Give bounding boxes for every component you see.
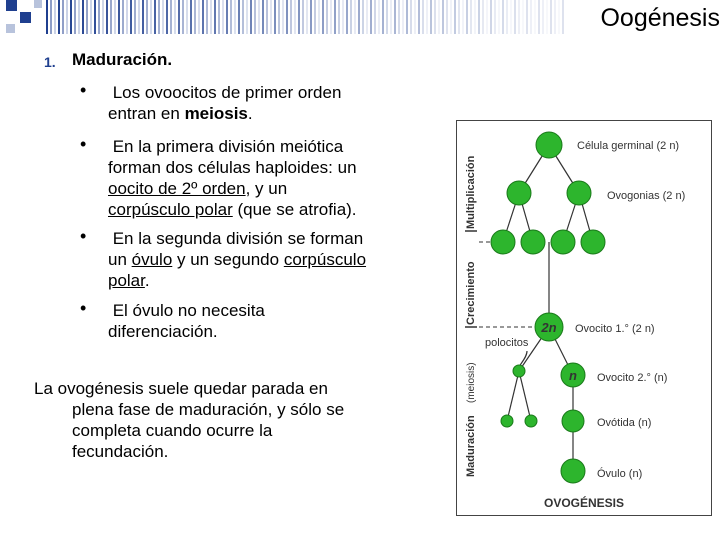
text-run: (que se atrofia). bbox=[232, 200, 357, 219]
decor-stripe bbox=[214, 0, 216, 34]
bullet-item-1 bbox=[108, 82, 428, 124]
bullet-line: diferenciación. bbox=[108, 322, 218, 341]
top-decorative-band bbox=[0, 0, 728, 34]
decor-stripe bbox=[262, 0, 264, 34]
decor-stripe bbox=[558, 0, 560, 34]
decor-stripe bbox=[478, 0, 480, 34]
summary-paragraph bbox=[34, 378, 414, 462]
decor-stripe bbox=[334, 0, 336, 34]
decor-stripe bbox=[222, 0, 224, 34]
decor-stripe bbox=[542, 0, 544, 34]
decor-square bbox=[6, 24, 15, 33]
decor-stripe bbox=[518, 0, 520, 34]
decor-stripe bbox=[390, 0, 392, 34]
decor-square bbox=[20, 12, 31, 23]
decor-stripe bbox=[90, 0, 92, 34]
decor-square bbox=[6, 0, 17, 11]
paragraph-line: plena fase de maduración, y sólo se bbox=[72, 400, 345, 419]
decor-stripe bbox=[306, 0, 308, 34]
decor-stripe bbox=[170, 0, 172, 34]
decor-stripe bbox=[486, 0, 488, 34]
decor-stripe bbox=[194, 0, 196, 34]
decor-stripe bbox=[290, 0, 292, 34]
decor-stripe bbox=[130, 0, 132, 34]
phase-label-maturation-note: (meiosis) bbox=[466, 362, 477, 403]
decor-stripe bbox=[62, 0, 64, 34]
decor-stripe bbox=[370, 0, 372, 34]
cell-ovulo bbox=[561, 459, 585, 483]
decor-stripe bbox=[182, 0, 184, 34]
cells bbox=[491, 132, 605, 483]
section-heading bbox=[72, 50, 172, 70]
cell-germinal bbox=[536, 132, 562, 158]
label-germinal: Célula germinal (2 n) bbox=[577, 140, 680, 152]
decor-stripe bbox=[434, 0, 436, 34]
bullet-line: El óvulo no necesita bbox=[108, 301, 265, 320]
decor-stripe bbox=[346, 0, 348, 34]
decor-stripe bbox=[450, 0, 452, 34]
decor-stripe bbox=[502, 0, 504, 34]
bullet-glyph: • bbox=[80, 226, 87, 246]
decor-stripe bbox=[70, 0, 72, 34]
cell-ovogonia bbox=[507, 181, 531, 205]
oogenesis-diagram bbox=[456, 120, 712, 516]
decor-stripe bbox=[134, 0, 136, 34]
decor-stripe bbox=[282, 0, 284, 34]
decor-stripe bbox=[162, 0, 164, 34]
decor-stripe bbox=[186, 0, 188, 34]
decor-stripe bbox=[354, 0, 356, 34]
decor-stripe bbox=[482, 0, 484, 34]
text-run-underlined: oocito de 2º orden bbox=[108, 179, 246, 198]
bullet-item-4 bbox=[108, 300, 428, 342]
decor-stripe bbox=[250, 0, 252, 34]
decor-stripe bbox=[298, 0, 300, 34]
diagram-svg bbox=[457, 121, 711, 515]
decor-stripe bbox=[342, 0, 344, 34]
label-ovulo: Óvulo (n) bbox=[597, 468, 643, 480]
decor-stripe bbox=[274, 0, 276, 34]
decor-stripe bbox=[254, 0, 256, 34]
decor-stripe bbox=[294, 0, 296, 34]
decor-stripe bbox=[438, 0, 440, 34]
cell-ovogonia bbox=[581, 230, 605, 254]
decor-stripe bbox=[350, 0, 352, 34]
decor-stripe bbox=[206, 0, 208, 34]
cell-polocito bbox=[525, 415, 537, 427]
decor-stripe bbox=[522, 0, 524, 34]
decor-stripe bbox=[454, 0, 456, 34]
decor-stripe bbox=[430, 0, 432, 34]
decor-stripe bbox=[174, 0, 176, 34]
decor-stripe bbox=[530, 0, 532, 34]
heading-suffix: . bbox=[167, 50, 173, 69]
decor-stripe bbox=[422, 0, 424, 34]
decor-stripe bbox=[150, 0, 152, 34]
decor-stripe bbox=[106, 0, 108, 34]
cell-mark-2n: 2n bbox=[541, 320, 557, 335]
bullet-glyph: • bbox=[80, 134, 87, 154]
cell-ovogonia bbox=[567, 181, 591, 205]
decor-stripe bbox=[366, 0, 368, 34]
decor-stripe bbox=[202, 0, 204, 34]
decor-stripe bbox=[406, 0, 408, 34]
decor-stripe bbox=[458, 0, 460, 34]
bullet-line bbox=[108, 103, 428, 124]
decor-square bbox=[34, 0, 42, 8]
text-run: y un segundo bbox=[172, 250, 284, 269]
text-run-bold: meiosis bbox=[184, 104, 248, 123]
decor-stripe bbox=[394, 0, 396, 34]
decor-stripe bbox=[494, 0, 496, 34]
decor-stripe bbox=[318, 0, 320, 34]
decor-stripe bbox=[526, 0, 528, 34]
cell-ovogonia bbox=[551, 230, 575, 254]
decor-stripe bbox=[538, 0, 540, 34]
decor-stripe bbox=[226, 0, 228, 34]
bullet-glyph: • bbox=[80, 80, 87, 100]
bullet-glyph: • bbox=[80, 298, 87, 318]
text-run: entran en bbox=[108, 104, 185, 123]
decor-stripe bbox=[446, 0, 448, 34]
decor-stripe bbox=[414, 0, 416, 34]
decor-stripe bbox=[110, 0, 112, 34]
decor-stripe bbox=[278, 0, 280, 34]
decor-stripe bbox=[198, 0, 200, 34]
cell-ovotida bbox=[562, 410, 584, 432]
label-ovogonias: Ovogonias (2 n) bbox=[607, 190, 686, 202]
text-run: . bbox=[247, 104, 253, 123]
bullet-line bbox=[108, 270, 428, 291]
decor-stripe bbox=[378, 0, 380, 34]
decor-stripe bbox=[398, 0, 400, 34]
cell-polocito bbox=[501, 415, 513, 427]
decor-stripe bbox=[506, 0, 508, 34]
decor-stripe bbox=[114, 0, 116, 34]
decor-stripe bbox=[550, 0, 552, 34]
decor-stripe bbox=[166, 0, 168, 34]
bullet-line bbox=[108, 178, 428, 199]
decor-stripe bbox=[74, 0, 76, 34]
decor-stripe bbox=[338, 0, 340, 34]
text-run-underlined: polar bbox=[108, 271, 145, 290]
decor-stripe bbox=[118, 0, 120, 34]
paragraph-line: La ovogénesis suele quedar parada en bbox=[34, 379, 328, 398]
phase-label-multiplication: Multiplicación bbox=[465, 155, 477, 229]
bullet-line: En la primera división meiótica bbox=[108, 137, 344, 156]
label-ovocito-1: Ovocito 1.° (2 n) bbox=[575, 323, 655, 335]
bullet-line bbox=[108, 249, 428, 270]
decor-stripe bbox=[82, 0, 84, 34]
decor-stripe bbox=[238, 0, 240, 34]
decor-stripe bbox=[234, 0, 236, 34]
phase-label-growth: Crecimiento bbox=[465, 261, 477, 325]
decor-stripe bbox=[50, 0, 52, 34]
decor-stripe bbox=[382, 0, 384, 34]
decor-stripe bbox=[146, 0, 148, 34]
decor-stripe bbox=[218, 0, 220, 34]
decor-stripe bbox=[58, 0, 60, 34]
phase-label-maturation: Maduración bbox=[465, 415, 477, 477]
bullet-item-2 bbox=[108, 136, 428, 220]
decor-stripe bbox=[474, 0, 476, 34]
heading-text: Maduración bbox=[72, 50, 168, 69]
text-run-underlined: óvulo bbox=[131, 250, 173, 269]
text-run: , y un bbox=[245, 179, 288, 198]
decor-stripe bbox=[138, 0, 140, 34]
decor-stripe bbox=[270, 0, 272, 34]
decor-stripe bbox=[142, 0, 144, 34]
decor-stripe bbox=[314, 0, 316, 34]
bullet-line: En la segunda división se forman bbox=[108, 229, 364, 248]
decor-stripe bbox=[54, 0, 56, 34]
page-title: Oogénesis bbox=[600, 4, 720, 32]
label-polocitos: polocitos bbox=[485, 337, 529, 349]
label-ovocito-2: Ovocito 2.° (n) bbox=[597, 372, 668, 384]
decor-stripe bbox=[386, 0, 388, 34]
decor-stripe bbox=[286, 0, 288, 34]
decor-stripe bbox=[46, 0, 48, 34]
decor-stripe bbox=[498, 0, 500, 34]
paragraph-line: fecundación. bbox=[72, 442, 169, 461]
decor-stripe bbox=[442, 0, 444, 34]
decor-stripe bbox=[466, 0, 468, 34]
decor-stripe bbox=[310, 0, 312, 34]
decor-stripe bbox=[470, 0, 472, 34]
decor-stripe bbox=[410, 0, 412, 34]
decor-stripe bbox=[94, 0, 96, 34]
text-run-underlined: corpúsculo polar bbox=[108, 200, 233, 219]
cell-mark-n: n bbox=[569, 368, 577, 383]
decor-stripe bbox=[230, 0, 232, 34]
decor-stripe bbox=[562, 0, 564, 34]
decor-stripe bbox=[102, 0, 104, 34]
decor-stripe bbox=[66, 0, 68, 34]
bullet-item-3 bbox=[108, 228, 428, 291]
decor-stripe bbox=[462, 0, 464, 34]
decor-stripe bbox=[490, 0, 492, 34]
decor-stripe bbox=[534, 0, 536, 34]
text-run: un bbox=[108, 250, 132, 269]
decor-stripe bbox=[258, 0, 260, 34]
decor-stripe bbox=[126, 0, 128, 34]
decor-stripe bbox=[362, 0, 364, 34]
decor-stripe bbox=[190, 0, 192, 34]
decor-stripe bbox=[242, 0, 244, 34]
decor-stripe bbox=[418, 0, 420, 34]
decor-stripe bbox=[246, 0, 248, 34]
cell-polocito bbox=[513, 365, 525, 377]
decor-stripe bbox=[302, 0, 304, 34]
decor-stripe bbox=[210, 0, 212, 34]
list-number: 1. bbox=[44, 54, 56, 70]
decor-stripe bbox=[546, 0, 548, 34]
decor-stripe bbox=[426, 0, 428, 34]
decor-stripe bbox=[326, 0, 328, 34]
bullet-line: Los ovoocitos de primer orden bbox=[108, 83, 342, 102]
text-run: . bbox=[144, 271, 150, 290]
decor-stripe bbox=[402, 0, 404, 34]
decor-stripe bbox=[158, 0, 160, 34]
decor-stripe bbox=[98, 0, 100, 34]
decor-stripe bbox=[510, 0, 512, 34]
diagram-title: OVOGÉNESIS bbox=[543, 496, 625, 510]
decor-stripe bbox=[86, 0, 88, 34]
bullet-line: forman dos células haploides: un bbox=[108, 158, 357, 177]
decor-stripe bbox=[122, 0, 124, 34]
decor-stripe bbox=[554, 0, 556, 34]
decor-stripe bbox=[322, 0, 324, 34]
decor-stripe bbox=[178, 0, 180, 34]
cell-ovogonia bbox=[491, 230, 515, 254]
decor-stripe bbox=[266, 0, 268, 34]
paragraph-line: completa cuando ocurre la bbox=[72, 421, 273, 440]
decor-stripe bbox=[78, 0, 80, 34]
label-ovotida: Ovótida (n) bbox=[597, 417, 652, 429]
decor-stripe bbox=[358, 0, 360, 34]
bullet-line bbox=[108, 199, 428, 220]
decor-stripe bbox=[330, 0, 332, 34]
decor-stripe bbox=[374, 0, 376, 34]
decor-stripe bbox=[514, 0, 516, 34]
text-run-underlined: corpúsculo bbox=[283, 250, 367, 269]
cell-ovogonia bbox=[521, 230, 545, 254]
decor-stripe bbox=[154, 0, 156, 34]
